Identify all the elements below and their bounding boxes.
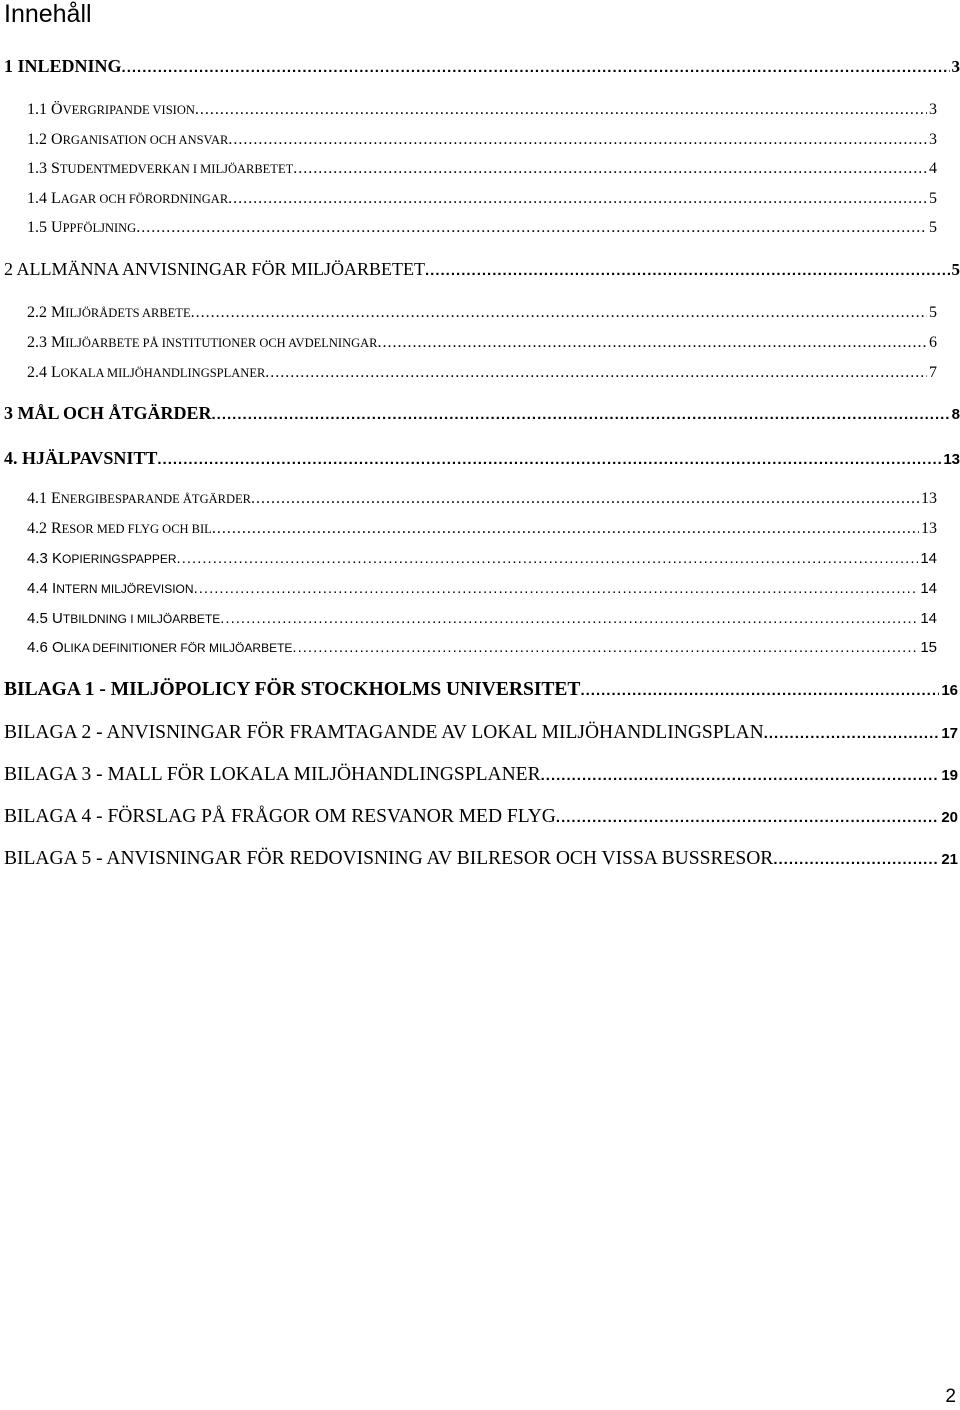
toc-entry-page: 3	[929, 131, 937, 148]
toc-entry-title: BILAGA 3 - MALL FÖR LOKALA MILJÖHANDLINGSPLANER	[4, 764, 541, 785]
toc-entry-utbildning[interactable]	[27, 610, 937, 627]
toc-entry-hjalpavsnitt[interactable]	[4, 448, 960, 469]
dot-leader	[265, 364, 927, 382]
toc-entry-title: BILAGA 4 - FÖRSLAG PÅ FRÅGOR OM RESVANOR MED FLYG	[4, 806, 556, 827]
toc-entry-uppfoljning[interactable]	[27, 219, 937, 237]
dot-leader	[292, 639, 918, 656]
dot-leader	[195, 101, 927, 119]
toc-entry-olika-definitioner[interactable]	[27, 639, 937, 656]
toc-entry-page: 14	[920, 610, 937, 627]
toc-entry-page: 13	[921, 520, 937, 537]
toc-entry-page: 19	[941, 767, 958, 784]
toc-entry-intern-miljorevision[interactable]	[27, 580, 937, 597]
toc-entry-title: 4.4 INTERN MILJÖREVISION	[27, 580, 194, 597]
toc-entry-title: BILAGA 5 - ANVISNINGAR FÖR REDOVISNING AV BILRESOR OCH VISSA BUSSRESOR	[4, 848, 774, 869]
toc-entry-title: 1.2 ORGANISATION OCH ANSVAR	[27, 131, 229, 148]
dot-leader	[764, 725, 940, 742]
toc-entry-miljoradets-arbete[interactable]	[27, 304, 937, 322]
toc-entry-title: 4. HJÄLPAVSNITT	[4, 448, 158, 468]
toc-entry-bilaga-4[interactable]	[4, 806, 958, 828]
toc-entry-title: 1.4 LAGAR OCH FÖRORDNINGAR	[27, 190, 229, 207]
toc-entry-lokala-miljohandlingsplaner[interactable]	[27, 364, 937, 382]
page-number: 2	[945, 1386, 956, 1407]
toc-entry-title: 1 INLEDNING	[4, 56, 122, 76]
toc-entry-bilaga-3[interactable]	[4, 764, 958, 786]
dot-leader	[194, 580, 919, 597]
toc-entry-page: 21	[941, 851, 958, 868]
toc-entry-page: 20	[941, 809, 958, 826]
toc-entry-bilaga-5[interactable]	[4, 848, 958, 870]
dot-leader	[541, 767, 940, 784]
toc-entry-page: 3	[929, 101, 937, 118]
toc-entry-mal-och-atgarder[interactable]	[4, 403, 960, 424]
toc-entry-organisation[interactable]	[27, 131, 937, 149]
dot-leader	[212, 520, 919, 538]
toc-entry-title: BILAGA 1 - MILJÖPOLICY FÖR STOCKHOLMS UNIVERSITET	[4, 679, 581, 700]
toc-entry-title: 4.3 KOPIERINGSPAPPER	[27, 550, 177, 567]
dot-leader	[556, 809, 939, 826]
toc-entry-page: 5	[951, 260, 960, 279]
toc-entry-page: 16	[941, 682, 958, 699]
toc-entry-page: 4	[929, 160, 937, 177]
toc-entry-title: 4.2 RESOR MED FLYG OCH BIL	[27, 520, 212, 537]
dot-leader	[220, 610, 918, 627]
toc-entry-studentmedverkan[interactable]	[27, 160, 937, 178]
dot-leader	[228, 131, 927, 149]
dot-leader	[580, 682, 939, 699]
toc-entry-page: 8	[951, 406, 960, 423]
toc-entry-page: 13	[943, 451, 960, 468]
dot-leader	[212, 406, 950, 423]
toc-entry-resor-flyg-bil[interactable]	[27, 520, 937, 538]
toc-entry-lagar[interactable]	[27, 190, 937, 208]
dot-leader	[378, 334, 928, 352]
toc-entry-page: 14	[920, 580, 937, 597]
toc-entry-page: 15	[920, 639, 937, 656]
toc-entry-title: 1.1 ÖVERGRIPANDE VISION	[27, 101, 195, 118]
toc-entry-miljoarbete-institutioner[interactable]	[27, 334, 937, 352]
dot-leader	[177, 550, 919, 567]
toc-entry-allmanna-anvisningar[interactable]	[4, 259, 960, 280]
toc-entry-page: 6	[929, 334, 937, 351]
dot-leader	[251, 490, 919, 508]
toc-entry-page: 7	[929, 364, 937, 381]
toc-entry-title: 2.3 MILJÖARBETE PÅ INSTITUTIONER OCH AVDELNINGAR	[27, 334, 378, 351]
toc-entry-page: 5	[929, 190, 937, 207]
toc-entry-page: 3	[951, 57, 960, 76]
toc-entry-title: 1.5 UPPFÖLJNING	[27, 219, 137, 236]
dot-leader	[122, 59, 950, 76]
toc-entry-title: 2.4 LOKALA MILJÖHANDLINGSPLANER	[27, 364, 266, 381]
dot-leader	[157, 451, 941, 468]
toc-entry-page: 5	[929, 304, 937, 321]
toc-entry-title: 1.3 STUDENTMEDVERKAN I MILJÖARBETET	[27, 160, 294, 177]
toc-entry-title: 2 ALLMÄNNA ANVISNINGAR FÖR MILJÖARBETET	[4, 259, 426, 279]
toc-entry-page: 13	[921, 490, 937, 507]
toc-entry-title: 4.5 UTBILDNING I MILJÖARBETE	[27, 610, 221, 627]
toc-entry-page: 17	[941, 725, 958, 742]
toc-entry-title: BILAGA 2 - ANVISNINGAR FÖR FRAMTAGANDE AV LOKAL MILJÖHANDLINGSPLAN	[4, 722, 764, 743]
dot-leader	[136, 219, 927, 237]
dot-leader	[773, 851, 939, 868]
dot-leader	[228, 190, 927, 208]
toc-entry-page: 14	[920, 550, 937, 567]
toc-entry-energibesparande[interactable]	[27, 490, 937, 508]
toc-entry-kopieringspapper[interactable]	[27, 550, 937, 567]
toc-entry-title: 2.2 MILJÖRÅDETS ARBETE	[27, 304, 191, 321]
toc-heading: Innehåll	[4, 0, 92, 28]
toc-entry-title: 4.1 ENERGIBESPARANDE ÅTGÄRDER	[27, 490, 251, 507]
toc-entry-inledning[interactable]	[4, 56, 960, 77]
dot-leader	[191, 304, 927, 322]
toc-entry-title: 4.6 OLIKA DEFINITIONER FÖR MILJÖARBETE	[27, 639, 293, 656]
dot-leader	[425, 262, 949, 279]
toc-entry-page: 5	[929, 219, 937, 236]
toc-entry-bilaga-1[interactable]	[4, 679, 958, 701]
toc-entry-bilaga-2[interactable]	[4, 722, 958, 744]
dot-leader	[293, 160, 927, 178]
toc-entry-overgripande-vision[interactable]	[27, 101, 937, 119]
toc-entry-title: 3 MÅL OCH ÅTGÄRDER	[4, 403, 212, 423]
